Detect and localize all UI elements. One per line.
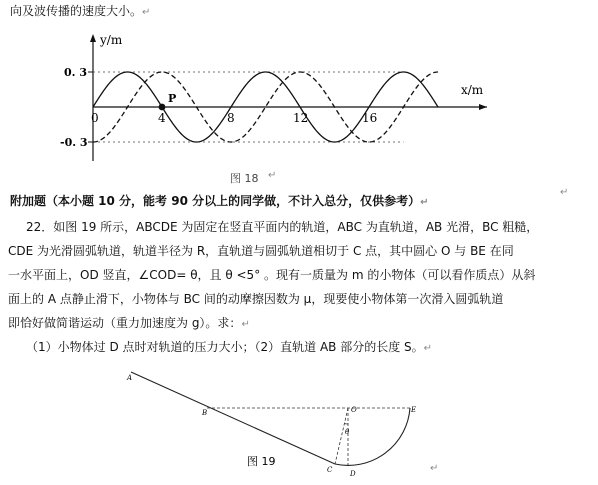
point-label-a: A: [127, 374, 133, 382]
paragraph-mark-icon: ↵: [142, 7, 151, 18]
problem-line-4: 面上的 A 点静止滑下，小物体与 BC 间的动摩擦因数为 μ，现要使小物体第一次滑入圆弧轨道: [8, 292, 504, 306]
point-label-e: E: [411, 406, 417, 414]
x-tick-label-0: 0: [91, 111, 99, 125]
bonus-heading: 附加题（本小题 10 分，能考 90 分以上的同学做，不计入总分，仅供参考）↵: [10, 194, 429, 208]
y-tick-label-positive: 0. 3: [64, 65, 87, 79]
paragraph-mark-icon: ↵: [423, 343, 433, 354]
problem-line-2: CDE 为光滑圆弧轨道，轨道半径为 R，直轨道与圆弧轨道相切于 C 点，其中圆心 O 与 BE 在同: [8, 244, 514, 258]
problem-line-3: 一水平面上，OD 竖直，∠COD= θ，且 θ <5° 。现有一质量为 m 的小物体（可以看作质点）从斜: [8, 268, 536, 282]
paragraph-mark-icon: ↵: [560, 187, 569, 198]
figure-19-frame: [120, 362, 446, 484]
y-axis-label: y/m: [100, 33, 123, 47]
point-label-o: O: [351, 406, 357, 414]
angle-label-theta: θ: [345, 428, 350, 436]
figure-18-wave-chart: [0, 22, 598, 190]
point-label-c: C: [327, 466, 333, 474]
figure-19-caption: 图 19: [247, 455, 276, 468]
x-tick-label-8: 8: [227, 111, 235, 125]
paragraph-mark-icon: ↵: [430, 463, 439, 474]
point-p-label: P: [168, 92, 177, 105]
problem-question: （1）小物体过 D 点时对轨道的压力大小；（2）直轨道 AB 部分的长度 S。↵: [26, 340, 433, 354]
paragraph-mark-icon: ↵: [420, 197, 429, 208]
x-tick-label-16: 16: [362, 111, 378, 125]
point-label-b: B: [202, 409, 208, 417]
y-axis-arrow-icon: [90, 34, 96, 42]
point-p-marker: [159, 104, 166, 111]
paragraph-mark-icon: ↵: [268, 170, 277, 181]
y-tick-label-negative: -0. 3: [60, 136, 88, 150]
intro-line: 向及波传播的速度大小。↵: [10, 4, 151, 18]
figure-19-track-diagram: [0, 360, 598, 485]
problem-line-5: 即恰好做简谐运动（重力加速度为 g）。求：↵: [8, 316, 250, 330]
paragraph-mark-icon: ↵: [241, 319, 250, 330]
problem-line-1: 22．如图 19 所示，ABCDE 为固定在竖直平面内的轨道，ABC 为直轨道，AB 光滑，BC 粗糙，: [26, 220, 539, 234]
x-axis-label: x/m: [461, 83, 484, 97]
x-axis-arrow-icon: [479, 104, 487, 110]
point-label-d: D: [350, 470, 356, 478]
x-tick-label-12: 12: [293, 111, 309, 125]
x-tick-label-4: 4: [158, 111, 166, 125]
figure-18-caption: 图 18: [230, 172, 259, 185]
